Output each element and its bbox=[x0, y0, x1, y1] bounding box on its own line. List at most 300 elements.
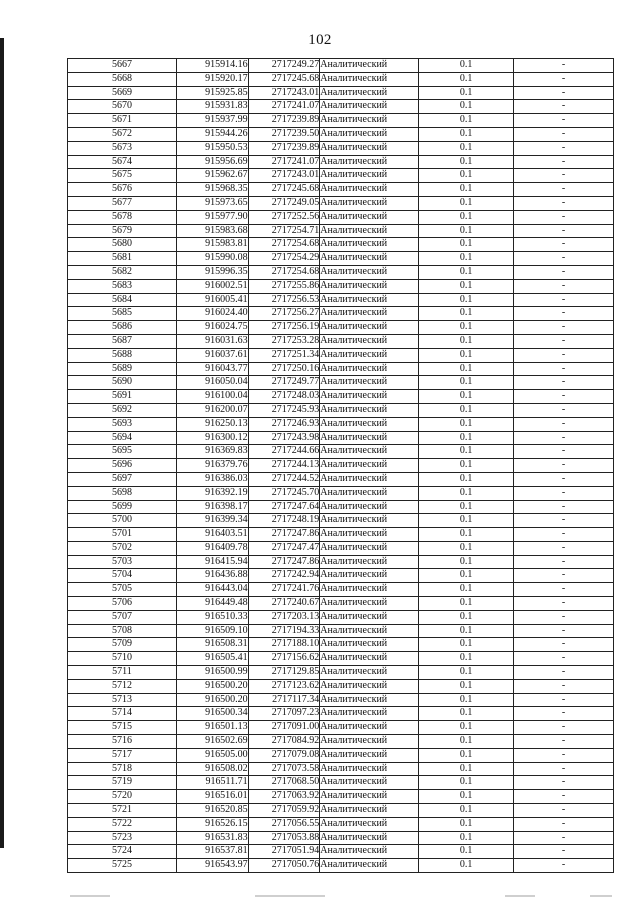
accuracy-cell: 0.1 bbox=[419, 652, 514, 666]
method-cell: Аналитический bbox=[320, 831, 419, 845]
accuracy-cell: 0.1 bbox=[419, 86, 514, 100]
point-number-cell: 5684 bbox=[68, 293, 177, 307]
method-cell: Аналитический bbox=[320, 804, 419, 818]
note-cell: - bbox=[514, 100, 614, 114]
y-coordinate-cell: 2717252.56 bbox=[248, 210, 320, 224]
table-row bbox=[68, 114, 614, 128]
x-coordinate-cell: 915968.35 bbox=[176, 183, 248, 197]
point-number-cell: 5706 bbox=[68, 597, 177, 611]
method-cell: Аналитический bbox=[320, 238, 419, 252]
y-coordinate-cell: 2717245.70 bbox=[248, 486, 320, 500]
note-cell: - bbox=[514, 141, 614, 155]
y-coordinate-cell: 2717117.34 bbox=[248, 693, 320, 707]
y-coordinate-cell: 2717050.76 bbox=[248, 859, 320, 873]
x-coordinate-cell: 916409.78 bbox=[176, 541, 248, 555]
accuracy-cell: 0.1 bbox=[419, 845, 514, 859]
accuracy-cell: 0.1 bbox=[419, 679, 514, 693]
table-row bbox=[68, 376, 614, 390]
y-coordinate-cell: 2717248.03 bbox=[248, 390, 320, 404]
method-cell: Аналитический bbox=[320, 735, 419, 749]
method-cell: Аналитический bbox=[320, 583, 419, 597]
y-coordinate-cell: 2717249.77 bbox=[248, 376, 320, 390]
method-cell: Аналитический bbox=[320, 348, 419, 362]
method-cell: Аналитический bbox=[320, 127, 419, 141]
point-number-cell: 5725 bbox=[68, 859, 177, 873]
table-row bbox=[68, 845, 614, 859]
point-number-cell: 5678 bbox=[68, 210, 177, 224]
point-number-cell: 5707 bbox=[68, 610, 177, 624]
point-number-cell: 5703 bbox=[68, 555, 177, 569]
accuracy-cell: 0.1 bbox=[419, 252, 514, 266]
note-cell: - bbox=[514, 831, 614, 845]
method-cell: Аналитический bbox=[320, 293, 419, 307]
x-coordinate-cell: 916500.20 bbox=[176, 693, 248, 707]
y-coordinate-cell: 2717059.92 bbox=[248, 804, 320, 818]
accuracy-cell: 0.1 bbox=[419, 486, 514, 500]
x-coordinate-cell: 916520.85 bbox=[176, 804, 248, 818]
accuracy-cell: 0.1 bbox=[419, 472, 514, 486]
y-coordinate-cell: 2717254.29 bbox=[248, 252, 320, 266]
table-row bbox=[68, 210, 614, 224]
y-coordinate-cell: 2717254.68 bbox=[248, 238, 320, 252]
note-cell: - bbox=[514, 845, 614, 859]
coordinates-table bbox=[67, 58, 614, 873]
y-coordinate-cell: 2717248.19 bbox=[248, 514, 320, 528]
note-cell: - bbox=[514, 127, 614, 141]
table-row bbox=[68, 169, 614, 183]
x-coordinate-cell: 915990.08 bbox=[176, 252, 248, 266]
point-number-cell: 5685 bbox=[68, 307, 177, 321]
x-coordinate-cell: 915962.67 bbox=[176, 169, 248, 183]
table-row bbox=[68, 141, 614, 155]
note-cell: - bbox=[514, 528, 614, 542]
method-cell: Аналитический bbox=[320, 597, 419, 611]
note-cell: - bbox=[514, 721, 614, 735]
method-cell: Аналитический bbox=[320, 472, 419, 486]
x-coordinate-cell: 915950.53 bbox=[176, 141, 248, 155]
point-number-cell: 5693 bbox=[68, 417, 177, 431]
accuracy-cell: 0.1 bbox=[419, 238, 514, 252]
x-coordinate-cell: 915931.83 bbox=[176, 100, 248, 114]
method-cell: Аналитический bbox=[320, 252, 419, 266]
point-number-cell: 5699 bbox=[68, 500, 177, 514]
method-cell: Аналитический bbox=[320, 514, 419, 528]
method-cell: Аналитический bbox=[320, 486, 419, 500]
method-cell: Аналитический bbox=[320, 307, 419, 321]
y-coordinate-cell: 2717244.13 bbox=[248, 459, 320, 473]
x-coordinate-cell: 916200.07 bbox=[176, 403, 248, 417]
y-coordinate-cell: 2717255.86 bbox=[248, 279, 320, 293]
accuracy-cell: 0.1 bbox=[419, 431, 514, 445]
accuracy-cell: 0.1 bbox=[419, 804, 514, 818]
note-cell: - bbox=[514, 59, 614, 73]
y-coordinate-cell: 2717073.58 bbox=[248, 762, 320, 776]
point-number-cell: 5668 bbox=[68, 72, 177, 86]
y-coordinate-cell: 2717129.85 bbox=[248, 666, 320, 680]
method-cell: Аналитический bbox=[320, 417, 419, 431]
table-row bbox=[68, 252, 614, 266]
y-coordinate-cell: 2717123.62 bbox=[248, 679, 320, 693]
table-row bbox=[68, 459, 614, 473]
note-cell: - bbox=[514, 334, 614, 348]
y-coordinate-cell: 2717254.71 bbox=[248, 224, 320, 238]
point-number-cell: 5674 bbox=[68, 155, 177, 169]
x-coordinate-cell: 916386.03 bbox=[176, 472, 248, 486]
scan-left-edge-rule bbox=[0, 38, 4, 848]
note-cell: - bbox=[514, 252, 614, 266]
x-coordinate-cell: 915983.68 bbox=[176, 224, 248, 238]
y-coordinate-cell: 2717250.16 bbox=[248, 362, 320, 376]
note-cell: - bbox=[514, 776, 614, 790]
accuracy-cell: 0.1 bbox=[419, 100, 514, 114]
point-number-cell: 5695 bbox=[68, 445, 177, 459]
method-cell: Аналитический bbox=[320, 748, 419, 762]
point-number-cell: 5697 bbox=[68, 472, 177, 486]
accuracy-cell: 0.1 bbox=[419, 210, 514, 224]
note-cell: - bbox=[514, 183, 614, 197]
x-coordinate-cell: 916502.69 bbox=[176, 735, 248, 749]
x-coordinate-cell: 916510.33 bbox=[176, 610, 248, 624]
table-row bbox=[68, 362, 614, 376]
accuracy-cell: 0.1 bbox=[419, 776, 514, 790]
point-number-cell: 5717 bbox=[68, 748, 177, 762]
accuracy-cell: 0.1 bbox=[419, 721, 514, 735]
accuracy-cell: 0.1 bbox=[419, 790, 514, 804]
accuracy-cell: 0.1 bbox=[419, 417, 514, 431]
accuracy-cell: 0.1 bbox=[419, 735, 514, 749]
table-row bbox=[68, 748, 614, 762]
note-cell: - bbox=[514, 321, 614, 335]
table-row bbox=[68, 390, 614, 404]
table-row bbox=[68, 417, 614, 431]
accuracy-cell: 0.1 bbox=[419, 500, 514, 514]
note-cell: - bbox=[514, 210, 614, 224]
table-row bbox=[68, 735, 614, 749]
accuracy-cell: 0.1 bbox=[419, 293, 514, 307]
table-row bbox=[68, 652, 614, 666]
x-coordinate-cell: 916508.02 bbox=[176, 762, 248, 776]
table-row bbox=[68, 403, 614, 417]
x-coordinate-cell: 916505.41 bbox=[176, 652, 248, 666]
accuracy-cell: 0.1 bbox=[419, 459, 514, 473]
y-coordinate-cell: 2717053.88 bbox=[248, 831, 320, 845]
accuracy-cell: 0.1 bbox=[419, 376, 514, 390]
table-row bbox=[68, 72, 614, 86]
note-cell: - bbox=[514, 445, 614, 459]
y-coordinate-cell: 2717243.01 bbox=[248, 169, 320, 183]
x-coordinate-cell: 915944.26 bbox=[176, 127, 248, 141]
method-cell: Аналитический bbox=[320, 555, 419, 569]
y-coordinate-cell: 2717243.98 bbox=[248, 431, 320, 445]
point-number-cell: 5722 bbox=[68, 817, 177, 831]
accuracy-cell: 0.1 bbox=[419, 155, 514, 169]
x-coordinate-cell: 916500.99 bbox=[176, 666, 248, 680]
accuracy-cell: 0.1 bbox=[419, 141, 514, 155]
note-cell: - bbox=[514, 238, 614, 252]
accuracy-cell: 0.1 bbox=[419, 114, 514, 128]
y-coordinate-cell: 2717245.68 bbox=[248, 72, 320, 86]
point-number-cell: 5690 bbox=[68, 376, 177, 390]
note-cell: - bbox=[514, 748, 614, 762]
note-cell: - bbox=[514, 362, 614, 376]
accuracy-cell: 0.1 bbox=[419, 514, 514, 528]
y-coordinate-cell: 2717247.86 bbox=[248, 555, 320, 569]
y-coordinate-cell: 2717244.66 bbox=[248, 445, 320, 459]
table-row bbox=[68, 334, 614, 348]
table-row bbox=[68, 514, 614, 528]
accuracy-cell: 0.1 bbox=[419, 196, 514, 210]
accuracy-cell: 0.1 bbox=[419, 348, 514, 362]
note-cell: - bbox=[514, 597, 614, 611]
table-row bbox=[68, 100, 614, 114]
point-number-cell: 5700 bbox=[68, 514, 177, 528]
method-cell: Аналитический bbox=[320, 155, 419, 169]
y-coordinate-cell: 2717256.19 bbox=[248, 321, 320, 335]
point-number-cell: 5688 bbox=[68, 348, 177, 362]
accuracy-cell: 0.1 bbox=[419, 624, 514, 638]
point-number-cell: 5680 bbox=[68, 238, 177, 252]
y-coordinate-cell: 2717241.76 bbox=[248, 583, 320, 597]
note-cell: - bbox=[514, 541, 614, 555]
point-number-cell: 5719 bbox=[68, 776, 177, 790]
table-row bbox=[68, 817, 614, 831]
accuracy-cell: 0.1 bbox=[419, 817, 514, 831]
x-coordinate-cell: 916300.12 bbox=[176, 431, 248, 445]
y-coordinate-cell: 2717188.10 bbox=[248, 638, 320, 652]
point-number-cell: 5676 bbox=[68, 183, 177, 197]
accuracy-cell: 0.1 bbox=[419, 762, 514, 776]
point-number-cell: 5709 bbox=[68, 638, 177, 652]
y-coordinate-cell: 2717243.01 bbox=[248, 86, 320, 100]
method-cell: Аналитический bbox=[320, 279, 419, 293]
table-row bbox=[68, 321, 614, 335]
y-coordinate-cell: 2717242.94 bbox=[248, 569, 320, 583]
method-cell: Аналитический bbox=[320, 403, 419, 417]
page-number: 102 bbox=[308, 32, 332, 48]
method-cell: Аналитический bbox=[320, 169, 419, 183]
x-coordinate-cell: 916024.75 bbox=[176, 321, 248, 335]
note-cell: - bbox=[514, 555, 614, 569]
y-coordinate-cell: 2717194.33 bbox=[248, 624, 320, 638]
method-cell: Аналитический bbox=[320, 141, 419, 155]
accuracy-cell: 0.1 bbox=[419, 748, 514, 762]
point-number-cell: 5694 bbox=[68, 431, 177, 445]
y-coordinate-cell: 2717091.00 bbox=[248, 721, 320, 735]
method-cell: Аналитический bbox=[320, 362, 419, 376]
method-cell: Аналитический bbox=[320, 114, 419, 128]
point-number-cell: 5711 bbox=[68, 666, 177, 680]
accuracy-cell: 0.1 bbox=[419, 362, 514, 376]
point-number-cell: 5696 bbox=[68, 459, 177, 473]
note-cell: - bbox=[514, 224, 614, 238]
note-cell: - bbox=[514, 86, 614, 100]
table-row bbox=[68, 307, 614, 321]
note-cell: - bbox=[514, 390, 614, 404]
x-coordinate-cell: 915996.35 bbox=[176, 265, 248, 279]
table-row bbox=[68, 293, 614, 307]
method-cell: Аналитический bbox=[320, 762, 419, 776]
point-number-cell: 5714 bbox=[68, 707, 177, 721]
table-row bbox=[68, 569, 614, 583]
note-cell: - bbox=[514, 707, 614, 721]
y-coordinate-cell: 2717253.28 bbox=[248, 334, 320, 348]
table-row bbox=[68, 610, 614, 624]
point-number-cell: 5708 bbox=[68, 624, 177, 638]
y-coordinate-cell: 2717097.23 bbox=[248, 707, 320, 721]
y-coordinate-cell: 2717254.68 bbox=[248, 265, 320, 279]
x-coordinate-cell: 916509.10 bbox=[176, 624, 248, 638]
y-coordinate-cell: 2717247.64 bbox=[248, 500, 320, 514]
x-coordinate-cell: 916501.13 bbox=[176, 721, 248, 735]
y-coordinate-cell: 2717245.93 bbox=[248, 403, 320, 417]
x-coordinate-cell: 916505.00 bbox=[176, 748, 248, 762]
x-coordinate-cell: 916392.19 bbox=[176, 486, 248, 500]
table-row bbox=[68, 224, 614, 238]
accuracy-cell: 0.1 bbox=[419, 707, 514, 721]
point-number-cell: 5710 bbox=[68, 652, 177, 666]
note-cell: - bbox=[514, 610, 614, 624]
y-coordinate-cell: 2717245.68 bbox=[248, 183, 320, 197]
table-row bbox=[68, 445, 614, 459]
table-row bbox=[68, 279, 614, 293]
note-cell: - bbox=[514, 196, 614, 210]
accuracy-cell: 0.1 bbox=[419, 859, 514, 873]
accuracy-cell: 0.1 bbox=[419, 666, 514, 680]
x-coordinate-cell: 916543.97 bbox=[176, 859, 248, 873]
y-coordinate-cell: 2717068.50 bbox=[248, 776, 320, 790]
point-number-cell: 5671 bbox=[68, 114, 177, 128]
point-number-cell: 5689 bbox=[68, 362, 177, 376]
method-cell: Аналитический bbox=[320, 431, 419, 445]
note-cell: - bbox=[514, 859, 614, 873]
x-coordinate-cell: 915914.16 bbox=[176, 59, 248, 73]
x-coordinate-cell: 916369.83 bbox=[176, 445, 248, 459]
point-number-cell: 5672 bbox=[68, 127, 177, 141]
method-cell: Аналитический bbox=[320, 652, 419, 666]
y-coordinate-cell: 2717203.13 bbox=[248, 610, 320, 624]
point-number-cell: 5721 bbox=[68, 804, 177, 818]
note-cell: - bbox=[514, 279, 614, 293]
y-coordinate-cell: 2717240.67 bbox=[248, 597, 320, 611]
note-cell: - bbox=[514, 459, 614, 473]
method-cell: Аналитический bbox=[320, 817, 419, 831]
accuracy-cell: 0.1 bbox=[419, 72, 514, 86]
note-cell: - bbox=[514, 500, 614, 514]
method-cell: Аналитический bbox=[320, 721, 419, 735]
accuracy-cell: 0.1 bbox=[419, 445, 514, 459]
accuracy-cell: 0.1 bbox=[419, 321, 514, 335]
y-coordinate-cell: 2717063.92 bbox=[248, 790, 320, 804]
x-coordinate-cell: 916537.81 bbox=[176, 845, 248, 859]
table-row bbox=[68, 183, 614, 197]
point-number-cell: 5667 bbox=[68, 59, 177, 73]
x-coordinate-cell: 916403.51 bbox=[176, 528, 248, 542]
y-coordinate-cell: 2717241.07 bbox=[248, 155, 320, 169]
method-cell: Аналитический bbox=[320, 321, 419, 335]
note-cell: - bbox=[514, 307, 614, 321]
table-row bbox=[68, 707, 614, 721]
table-row bbox=[68, 500, 614, 514]
note-cell: - bbox=[514, 693, 614, 707]
note-cell: - bbox=[514, 348, 614, 362]
point-number-cell: 5716 bbox=[68, 735, 177, 749]
method-cell: Аналитический bbox=[320, 334, 419, 348]
note-cell: - bbox=[514, 735, 614, 749]
point-number-cell: 5705 bbox=[68, 583, 177, 597]
method-cell: Аналитический bbox=[320, 59, 419, 73]
method-cell: Аналитический bbox=[320, 445, 419, 459]
point-number-cell: 5698 bbox=[68, 486, 177, 500]
point-number-cell: 5675 bbox=[68, 169, 177, 183]
method-cell: Аналитический bbox=[320, 459, 419, 473]
x-coordinate-cell: 916500.34 bbox=[176, 707, 248, 721]
y-coordinate-cell: 2717247.86 bbox=[248, 528, 320, 542]
y-coordinate-cell: 2717051.94 bbox=[248, 845, 320, 859]
y-coordinate-cell: 2717251.34 bbox=[248, 348, 320, 362]
note-cell: - bbox=[514, 72, 614, 86]
note-cell: - bbox=[514, 666, 614, 680]
table-row bbox=[68, 265, 614, 279]
x-coordinate-cell: 916031.63 bbox=[176, 334, 248, 348]
y-coordinate-cell: 2717056.55 bbox=[248, 817, 320, 831]
table-row bbox=[68, 638, 614, 652]
table-row bbox=[68, 541, 614, 555]
table-row bbox=[68, 59, 614, 73]
method-cell: Аналитический bbox=[320, 845, 419, 859]
y-coordinate-cell: 2717249.05 bbox=[248, 196, 320, 210]
method-cell: Аналитический bbox=[320, 224, 419, 238]
table-row bbox=[68, 666, 614, 680]
x-coordinate-cell: 916398.17 bbox=[176, 500, 248, 514]
point-number-cell: 5701 bbox=[68, 528, 177, 542]
method-cell: Аналитический bbox=[320, 638, 419, 652]
table-row bbox=[68, 431, 614, 445]
note-cell: - bbox=[514, 293, 614, 307]
accuracy-cell: 0.1 bbox=[419, 569, 514, 583]
accuracy-cell: 0.1 bbox=[419, 610, 514, 624]
method-cell: Аналитический bbox=[320, 183, 419, 197]
y-coordinate-cell: 2717239.89 bbox=[248, 114, 320, 128]
y-coordinate-cell: 2717247.47 bbox=[248, 541, 320, 555]
y-coordinate-cell: 2717256.53 bbox=[248, 293, 320, 307]
note-cell: - bbox=[514, 376, 614, 390]
method-cell: Аналитический bbox=[320, 624, 419, 638]
note-cell: - bbox=[514, 638, 614, 652]
coordinates-table-body bbox=[68, 59, 614, 873]
x-coordinate-cell: 915925.85 bbox=[176, 86, 248, 100]
method-cell: Аналитический bbox=[320, 390, 419, 404]
x-coordinate-cell: 916250.13 bbox=[176, 417, 248, 431]
table-row bbox=[68, 804, 614, 818]
note-cell: - bbox=[514, 514, 614, 528]
x-coordinate-cell: 915983.81 bbox=[176, 238, 248, 252]
point-number-cell: 5687 bbox=[68, 334, 177, 348]
y-coordinate-cell: 2717244.52 bbox=[248, 472, 320, 486]
method-cell: Аналитический bbox=[320, 679, 419, 693]
y-coordinate-cell: 2717156.62 bbox=[248, 652, 320, 666]
accuracy-cell: 0.1 bbox=[419, 169, 514, 183]
y-coordinate-cell: 2717239.50 bbox=[248, 127, 320, 141]
accuracy-cell: 0.1 bbox=[419, 183, 514, 197]
accuracy-cell: 0.1 bbox=[419, 583, 514, 597]
note-cell: - bbox=[514, 652, 614, 666]
x-coordinate-cell: 916516.01 bbox=[176, 790, 248, 804]
method-cell: Аналитический bbox=[320, 693, 419, 707]
method-cell: Аналитический bbox=[320, 610, 419, 624]
method-cell: Аналитический bbox=[320, 100, 419, 114]
point-number-cell: 5677 bbox=[68, 196, 177, 210]
accuracy-cell: 0.1 bbox=[419, 403, 514, 417]
